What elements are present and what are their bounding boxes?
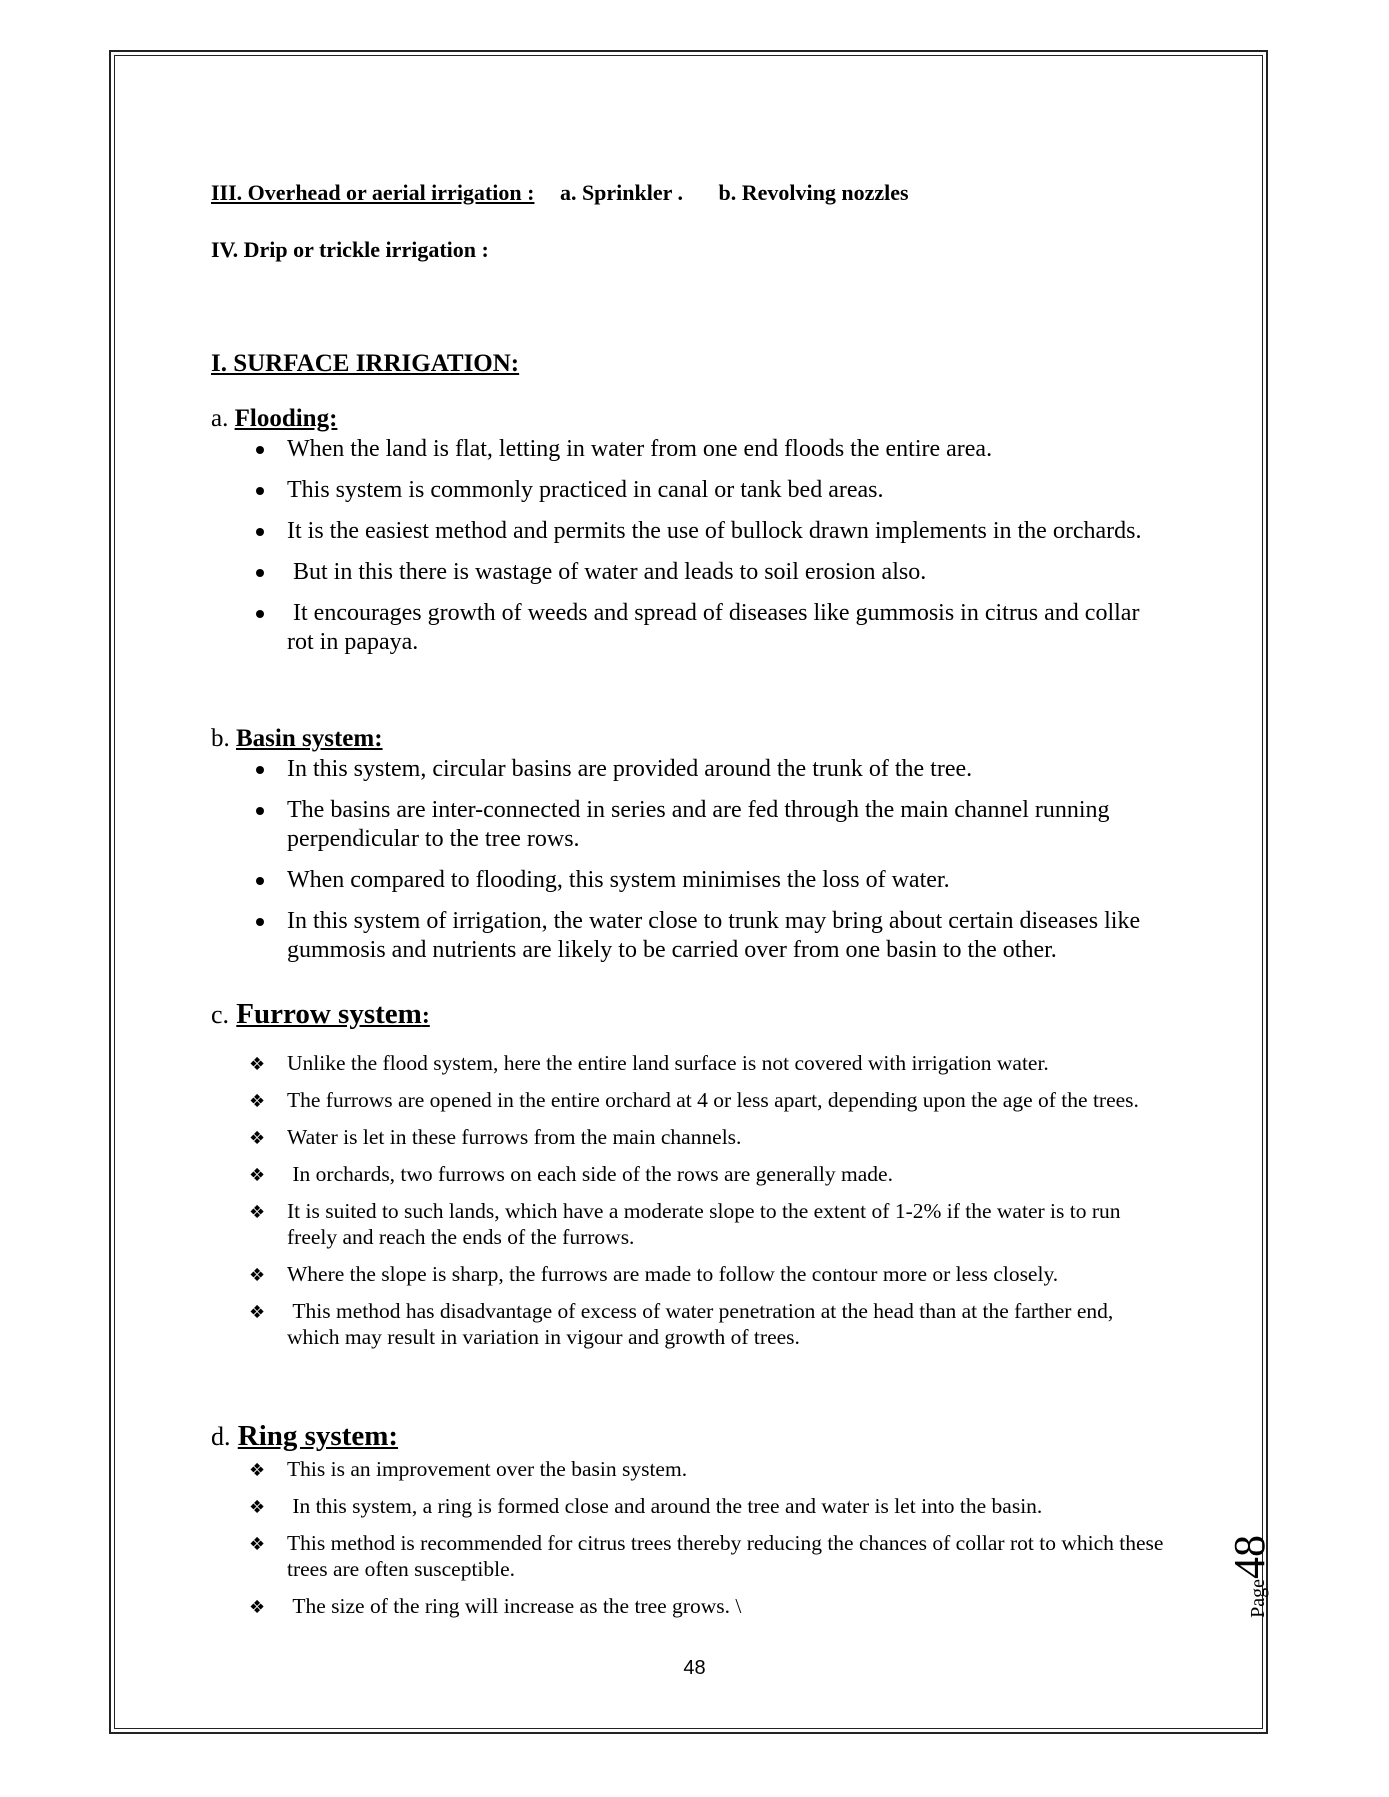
list-item-text: This method has disadvantage of excess of water penetration at the head than at the farther end, which may result in variation in vigour and growth of trees. (287, 1299, 1119, 1349)
list-item (211, 1161, 1171, 1187)
item-revolving-nozzles: b. Revolving nozzles (718, 180, 909, 205)
list-item (211, 1593, 1171, 1619)
flooding-list (211, 435, 1171, 669)
list-item-text: In this system, a ring is formed close and around the tree and water is let into the basin. (287, 1494, 1043, 1518)
subheading-flooding (211, 405, 337, 433)
diamond-bullet-icon: ❖ (249, 1091, 266, 1112)
list-item (211, 1050, 1171, 1076)
list-item-text: In this system, circular basins are provided around the trunk of the tree. (287, 756, 973, 782)
list-item-text: In orchards, two furrows on each side of the rows are generally made. (287, 1162, 893, 1186)
list-item (211, 1198, 1171, 1250)
item-drip-irrigation: IV. Drip or trickle irrigation : (211, 237, 489, 262)
list-item (211, 1493, 1171, 1519)
list-item-text: This method is recommended for citrus trees thereby reducing the chances of collar rot to which these trees are often susceptible. (287, 1531, 1169, 1581)
list-item-text: Water is let in these furrows from the main channels. (287, 1125, 742, 1149)
item-overhead-label: III. Overhead or aerial irrigation : (211, 180, 535, 205)
list-item-text: The furrows are opened in the entire orchard at 4 or less apart, depending upon the age of the trees. (287, 1088, 1139, 1112)
list-item (211, 1261, 1171, 1287)
footer-page-number: 48 (683, 1657, 706, 1679)
list-item-text: It is suited to such lands, which have a moderate slope to the extent of 1-2% if the water is to run freely and reach the ends of the furrows. (287, 1199, 1126, 1249)
list-item (211, 476, 1171, 505)
list-item-text: Where the slope is sharp, the furrows are made to follow the contour more or less closely. (287, 1262, 1059, 1286)
diamond-bullet-icon: ❖ (249, 1165, 266, 1186)
list-item-text: It is the easiest method and permits the use of bullock drawn implements in the orchards. (287, 518, 1142, 544)
list-item-text: When compared to flooding, this system minimises the loss of water. (287, 867, 950, 893)
item-sprinkler: a. Sprinkler . (559, 180, 683, 205)
diamond-bullet-icon: ❖ (249, 1128, 266, 1149)
list-item-text: Unlike the flood system, here the entire land surface is not covered with irrigation water. (287, 1051, 1049, 1075)
diamond-bullet-icon: ❖ (249, 1597, 266, 1618)
subheading-title: Basin system: (236, 725, 383, 752)
subheading-title: Furrow system (236, 998, 422, 1030)
list-item (211, 435, 1171, 464)
list-item (211, 1456, 1171, 1482)
list-item (211, 517, 1171, 546)
diamond-bullet-icon: ❖ (249, 1302, 266, 1323)
side-page-number: 48 (1225, 1535, 1274, 1579)
subheading-basin (211, 725, 383, 753)
subheading-title: Ring system: (237, 1420, 399, 1452)
list-item (211, 755, 1171, 784)
subheading-letter: b. (211, 725, 230, 752)
subheading-letter: c. (211, 1000, 230, 1029)
item-overhead-irrigation (211, 180, 909, 206)
list-item (211, 599, 1171, 657)
diamond-bullet-icon: ❖ (249, 1265, 266, 1286)
diamond-bullet-icon: ❖ (249, 1534, 266, 1555)
list-item (211, 1087, 1171, 1113)
section-title-surface-irrigation: I. SURFACE IRRIGATION: (211, 350, 520, 377)
diamond-bullet-icon: ❖ (249, 1497, 266, 1518)
diamond-bullet-icon: ❖ (249, 1054, 266, 1075)
side-page-label (1224, 1535, 1275, 1618)
list-item (211, 1530, 1171, 1582)
list-item (211, 866, 1171, 895)
list-item (211, 1124, 1171, 1150)
furrow-list (211, 1050, 1171, 1361)
subheading-colon: : (421, 1003, 430, 1029)
diamond-bullet-icon: ❖ (249, 1202, 266, 1223)
subheading-ring (211, 1420, 398, 1453)
list-item (211, 558, 1171, 587)
subheading-furrow (211, 998, 430, 1031)
list-item-text: The basins are inter-connected in series and are fed through the main channel running perpendicular to the tree rows. (287, 797, 1116, 852)
list-item (211, 907, 1171, 965)
list-item-text: The size of the ring will increase as the tree grows. \ (287, 1594, 742, 1618)
diamond-bullet-icon: ❖ (249, 1460, 266, 1481)
list-item (211, 1298, 1171, 1350)
list-item-text: When the land is flat, letting in water from one end floods the entire area. (287, 436, 993, 462)
list-item (211, 796, 1171, 854)
list-item-text: This system is commonly practiced in canal or tank bed areas. (287, 477, 884, 503)
list-item-text: It encourages growth of weeds and spread of diseases like gummosis in citrus and collar rot in papaya. (287, 600, 1146, 655)
ring-list (211, 1456, 1171, 1630)
list-item-text: In this system of irrigation, the water close to trunk may bring about certain diseases like gummosis and nutrients are likely to be carried over from one basin to the other. (287, 908, 1147, 963)
subheading-title: Flooding: (234, 405, 338, 432)
subheading-letter: d. (211, 1422, 231, 1451)
list-item-text: But in this there is wastage of water and leads to soil erosion also. (287, 559, 927, 585)
basin-list (211, 755, 1171, 977)
list-item-text: This is an improvement over the basin system. (287, 1457, 688, 1481)
side-page-word: Page (1247, 1579, 1269, 1618)
subheading-letter: a. (211, 405, 229, 432)
